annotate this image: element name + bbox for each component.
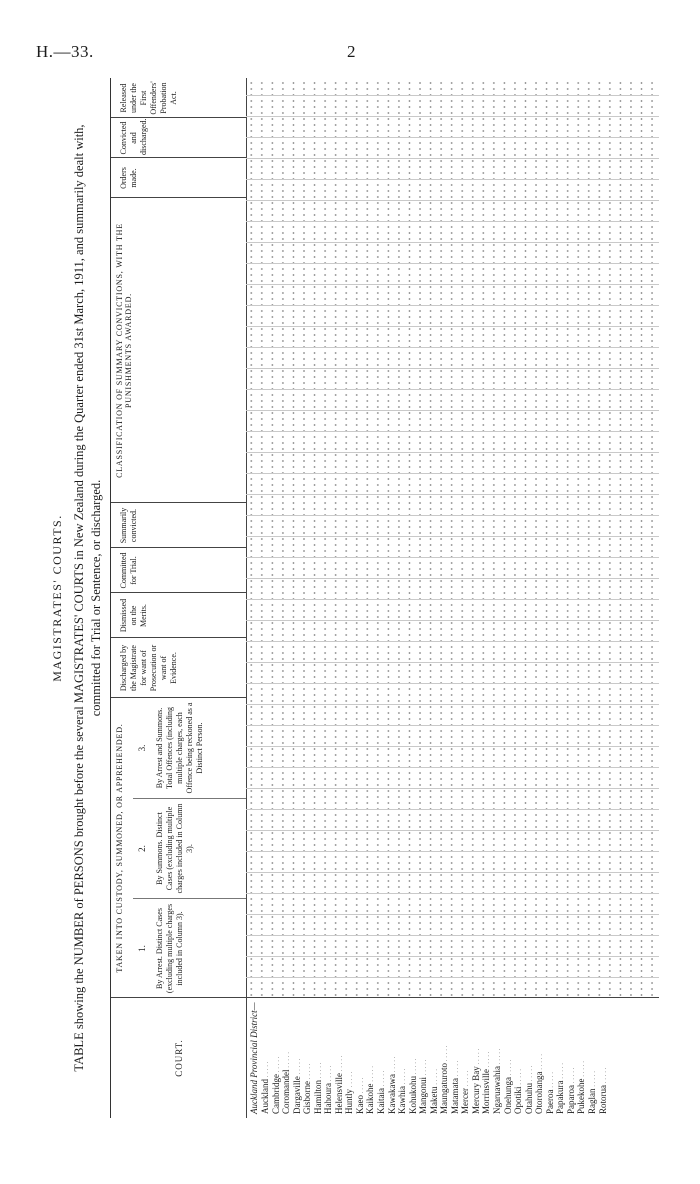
arrest-and-summons-header xyxy=(133,698,246,798)
rotated-table-block xyxy=(48,78,658,1118)
custody-group-title: TAKEN INTO CUSTODY, SUMMONED, OR APPREHENDED. xyxy=(115,723,124,973)
custody-group-header xyxy=(111,697,246,998)
district-heading: Auckland Provincial District— xyxy=(249,1002,259,1114)
numeric-data-area xyxy=(246,78,659,998)
court-row-label: Kawhia . . . xyxy=(397,998,408,1114)
released-label: Released under the First Offenders' Probation Act. xyxy=(119,81,178,115)
court-row-label: Otahuhu . . . xyxy=(524,998,535,1114)
table-body xyxy=(246,78,659,1118)
court-column-header: COURT. xyxy=(111,997,246,1118)
court-row-label: Huntly . . . xyxy=(344,998,355,1114)
orders-made-label: Orders made. xyxy=(119,167,138,189)
dismissed-label: Dismissed on the Merits. xyxy=(119,598,148,633)
by-arrest-header xyxy=(133,898,246,998)
table-header xyxy=(111,78,247,1118)
court-row-label: Paparoa . . . xyxy=(566,998,577,1114)
court-row-label: Coromandel . . . xyxy=(281,998,292,1114)
classification-group-title: CLASSIFICATION OF SUMMARY CONVICTIONS, WITH THE PUNISHMENTS AWARDED. xyxy=(115,223,133,478)
court-list xyxy=(260,998,608,1118)
col1-label: By Arrest. Distinct Cases (excluding multiple charges included in Column 3). xyxy=(155,903,184,994)
committed-header xyxy=(111,547,246,593)
court-row-label: Otorohanga . . . xyxy=(534,998,545,1114)
convicted-discharged-label: Convicted and discharged. xyxy=(119,118,148,155)
court-row-label: Gisborne . . . xyxy=(302,998,313,1114)
court-row-label: Onehunga . . . xyxy=(503,998,514,1114)
col2-number: 2. xyxy=(137,845,147,852)
court-row-label: Pukekohe . . . xyxy=(576,998,587,1114)
court-row-label: Raglan . . . xyxy=(587,998,598,1114)
convicted-discharged-header xyxy=(111,117,246,158)
court-row-label: Cambridge . . . xyxy=(271,998,282,1114)
col3-label: By Arrest and Summons. Total Offences (including multiple charges, each Offence being reckoned as a Distinct Person. xyxy=(155,702,204,794)
court-row-label: Paeroa . . . xyxy=(545,998,556,1114)
court-row-label: Morrinsville . . . xyxy=(481,998,492,1114)
court-row-label: Auckland . . . xyxy=(260,998,271,1114)
section-title: MAGISTRATES' COURTS. xyxy=(50,514,64,682)
court-row-label: Maungaturoto . . . xyxy=(439,998,450,1114)
table-caption: TABLE showing the NUMBER of PERSONS brought before the several MAGISTRATES' COURTS in New Zealand during the Quarter ended 31st March, 1911, and summarily dealt with, committed for Trial or Sentence, or discharged. xyxy=(72,124,103,1072)
discharged-label: Discharged by the Magistrate for want of Prosecution or want of Evidence. xyxy=(119,644,178,692)
summarily-convicted-header xyxy=(111,502,246,548)
court-row-label: Kohukohu . . . xyxy=(408,998,419,1114)
committed-label: Committed for Trial. xyxy=(119,552,138,589)
court-row-label: Papakura . . . xyxy=(555,998,566,1114)
col1-number: 1. xyxy=(137,945,147,952)
page-reference: H.—33. xyxy=(36,42,94,61)
court-row-label: Opotiki . . . xyxy=(513,998,524,1114)
court-row-label: Hamilton . . . xyxy=(313,998,324,1114)
court-row-label: Matamata . . . xyxy=(450,998,461,1114)
col3-number: 3. xyxy=(137,744,147,752)
released-header xyxy=(111,78,246,118)
dismissed-header xyxy=(111,592,246,638)
court-row-label: Helensville . . . xyxy=(334,998,345,1114)
orders-made-header xyxy=(111,157,246,198)
court-row-label: Mercer . . . xyxy=(460,998,471,1114)
court-row-label: Kaitaia . . . xyxy=(376,998,387,1114)
court-row-label: Kaeo . . . xyxy=(355,998,366,1114)
page-number: 2 xyxy=(347,42,356,61)
court-row-label: Dargaville . . . xyxy=(292,998,303,1114)
court-row-label: Kaikohe . . . xyxy=(365,998,376,1114)
statistics-table xyxy=(110,78,659,1118)
court-row-label: Mangonui . . . xyxy=(418,998,429,1114)
col2-label: By Summons. Distinct Cases (excluding multiple charges included in Column 3). xyxy=(155,803,194,894)
discharged-header xyxy=(111,637,246,698)
classification-group-header xyxy=(111,197,246,503)
by-summons-header xyxy=(133,798,246,898)
court-row-label: Rotorua . . . xyxy=(598,998,609,1114)
court-column xyxy=(246,997,659,1118)
court-row-label: Kawakawa . . . xyxy=(387,998,398,1114)
court-row-label: Maketu . . . xyxy=(429,998,440,1114)
summarily-convicted-label: Summarily convicted. xyxy=(119,507,138,544)
court-row-label: Ngaruawahia . . . xyxy=(492,998,503,1114)
court-row-label: Mercury Bay . . . xyxy=(471,998,482,1114)
court-row-label: Hahoura . . . xyxy=(323,998,334,1114)
